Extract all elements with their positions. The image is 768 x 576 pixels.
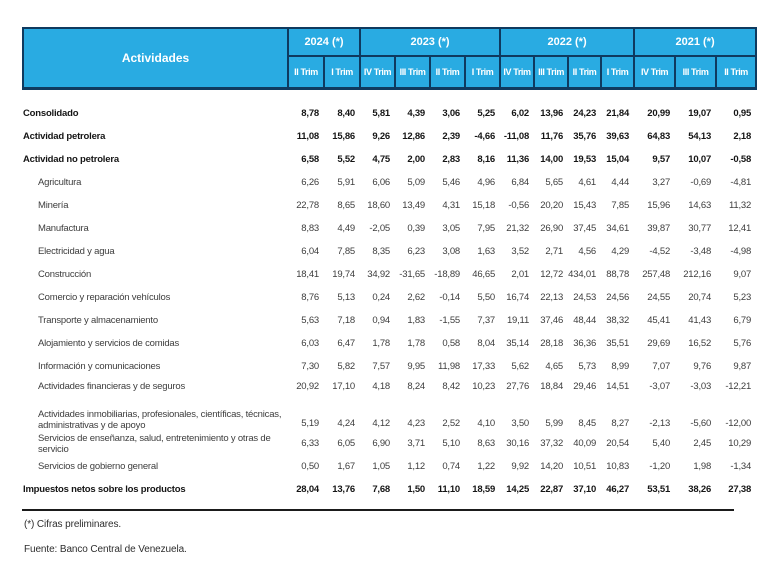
value-cell: 5,73 <box>578 361 597 372</box>
value-cell: 4,44 <box>611 177 630 188</box>
value-cell: 20,92 <box>296 380 319 392</box>
value-cell: 0,39 <box>407 223 426 234</box>
value-cell: 2,71 <box>545 246 564 257</box>
value-cell: 5,82 <box>337 361 356 372</box>
value-cell: 4,24 <box>337 418 356 429</box>
value-cell: 9,92 <box>511 461 530 472</box>
value-cell: 10,51 <box>573 461 597 472</box>
value-cell: 11,10 <box>437 484 461 495</box>
value-cell: 27,76 <box>506 380 530 392</box>
value-cell: 5,09 <box>407 177 426 188</box>
value-cell: -4,52 <box>649 246 671 257</box>
year-header: 2023 (*) <box>360 28 500 56</box>
value-cell: 1,22 <box>477 461 496 472</box>
value-cell: 39,63 <box>606 131 630 142</box>
quarter-header: IV Trim <box>500 56 534 88</box>
value-cell: 24,56 <box>606 292 630 303</box>
value-cell: 24,53 <box>573 292 597 303</box>
value-cell: 2,00 <box>407 154 426 165</box>
row-label: Servicios de enseñanza, salud, entretenimiento y otras de servicio <box>38 432 271 455</box>
value-cell: 3,08 <box>442 246 461 257</box>
quarter-header: IV Trim <box>634 56 675 88</box>
value-cell: 13,49 <box>402 200 426 211</box>
footnote-source: Fuente: Banco Central de Venezuela. <box>24 544 187 555</box>
value-cell: 8,45 <box>578 418 597 429</box>
value-cell: 14,00 <box>540 154 564 165</box>
value-cell: 14,25 <box>506 484 530 495</box>
value-cell: 6,47 <box>337 338 356 349</box>
value-cell: 24,55 <box>647 292 671 303</box>
value-cell: 46,27 <box>606 484 630 495</box>
value-cell: -12,21 <box>725 380 752 392</box>
value-cell: -4,66 <box>474 131 496 142</box>
value-cell: 21,84 <box>606 108 630 119</box>
row-label: Información y comunicaciones <box>38 361 161 372</box>
value-cell: 9,07 <box>733 269 752 280</box>
value-cell: 9,95 <box>407 361 426 372</box>
row-label: Minería <box>38 200 69 211</box>
table-row <box>23 355 756 378</box>
value-cell: 35,76 <box>573 131 597 142</box>
value-cell: 1,78 <box>372 338 391 349</box>
value-cell: 15,43 <box>573 200 597 211</box>
value-cell: 9,87 <box>733 361 752 372</box>
value-cell: 8,16 <box>477 154 496 165</box>
value-cell: 22,13 <box>540 292 564 303</box>
value-cell: 54,13 <box>688 131 712 142</box>
value-cell: 15,18 <box>472 200 496 211</box>
value-cell: 17,33 <box>472 361 496 372</box>
value-cell: 212,16 <box>683 269 712 280</box>
value-cell: 11,36 <box>506 154 530 165</box>
value-cell: 434,01 <box>568 269 597 280</box>
value-cell: 37,45 <box>573 223 597 234</box>
value-cell: 6,06 <box>372 177 391 188</box>
row-label: Transporte y almacenamiento <box>38 315 158 326</box>
row-label: Construcción <box>38 269 92 280</box>
value-cell: 5,13 <box>337 292 356 303</box>
value-cell: 4,56 <box>578 246 597 257</box>
value-cell: 8,78 <box>301 108 319 119</box>
value-cell: 30,16 <box>506 438 530 449</box>
value-cell: 20,54 <box>606 438 630 449</box>
value-cell: -0,69 <box>690 177 712 188</box>
value-cell: -11,08 <box>503 131 530 142</box>
value-cell: 5,91 <box>337 177 356 188</box>
value-cell: 0,50 <box>301 461 319 472</box>
table-row <box>23 263 756 286</box>
value-cell: 19,74 <box>332 269 356 280</box>
value-cell: 28,04 <box>296 484 319 495</box>
value-cell: 6,26 <box>301 177 319 188</box>
table-row <box>23 332 756 355</box>
table-header <box>23 28 756 88</box>
table-row <box>23 125 756 148</box>
value-cell: 6,03 <box>301 338 319 349</box>
value-cell: 16,74 <box>506 292 530 303</box>
quarter-header: IV Trim <box>360 56 395 88</box>
table-row <box>23 394 756 432</box>
value-cell: 10,29 <box>728 438 752 449</box>
value-cell: 53,51 <box>647 484 671 495</box>
value-cell: 6,90 <box>372 438 391 449</box>
value-cell: 5,50 <box>477 292 496 303</box>
value-cell: 5,19 <box>301 418 319 429</box>
value-cell: 19,11 <box>506 315 530 326</box>
value-cell: 22,78 <box>296 200 319 211</box>
value-cell: 0,24 <box>372 292 391 303</box>
value-cell: 1,67 <box>337 461 356 472</box>
value-cell: 10,07 <box>688 154 712 165</box>
value-cell: 8,83 <box>301 223 319 234</box>
value-cell: 2,83 <box>442 154 461 165</box>
value-cell: -4,98 <box>730 246 752 257</box>
value-cell: 39,87 <box>647 223 671 234</box>
value-cell: 5,25 <box>477 108 496 119</box>
value-cell: 6,58 <box>301 154 319 165</box>
value-cell: 8,65 <box>337 200 356 211</box>
value-cell: 34,92 <box>367 269 391 280</box>
value-cell: 15,96 <box>647 200 671 211</box>
value-cell: 1,50 <box>407 484 426 495</box>
quarter-header: I Trim <box>601 56 634 88</box>
value-cell: 19,07 <box>688 108 712 119</box>
value-cell: 40,09 <box>573 438 597 449</box>
value-cell: 34,61 <box>606 223 630 234</box>
value-cell: 5,10 <box>442 438 461 449</box>
row-label: Servicios de gobierno general <box>38 461 158 472</box>
value-cell: 4,23 <box>407 418 426 429</box>
value-cell: 8,63 <box>477 438 496 449</box>
value-cell: 6,04 <box>301 246 319 257</box>
value-cell: 8,76 <box>301 292 319 303</box>
value-cell: 7,95 <box>477 223 496 234</box>
row-label: Manufactura <box>38 223 89 234</box>
value-cell: 17,10 <box>332 380 356 392</box>
value-cell: 5,99 <box>545 418 564 429</box>
value-cell: 12,72 <box>540 269 564 280</box>
row-label: Actividad petrolera <box>23 131 106 142</box>
value-cell: 5,76 <box>733 338 752 349</box>
value-cell: 12,41 <box>728 223 752 234</box>
value-cell: 5,63 <box>301 315 319 326</box>
value-cell: 3,27 <box>652 177 671 188</box>
value-cell: 1,05 <box>372 461 391 472</box>
row-label: Comercio y reparación vehículos <box>38 292 171 303</box>
table-row <box>23 102 756 125</box>
value-cell: 5,40 <box>652 438 671 449</box>
value-cell: 1,12 <box>407 461 426 472</box>
value-cell: 4,29 <box>611 246 630 257</box>
value-cell: 2,01 <box>511 269 530 280</box>
table-row <box>23 194 756 217</box>
value-cell: 1,63 <box>477 246 496 257</box>
footnote-preliminary: (*) Cifras preliminares. <box>24 519 122 530</box>
value-cell: 38,32 <box>606 315 630 326</box>
value-cell: 19,53 <box>573 154 597 165</box>
value-cell: 26,90 <box>540 223 564 234</box>
table-row <box>23 217 756 240</box>
value-cell: 5,65 <box>545 177 564 188</box>
row-label: Electricidad y agua <box>38 246 115 257</box>
value-cell: 9,76 <box>693 361 712 372</box>
value-cell: 10,23 <box>472 380 496 392</box>
value-cell: 4,96 <box>477 177 496 188</box>
value-cell: 41,43 <box>688 315 712 326</box>
value-cell: 3,50 <box>511 418 530 429</box>
value-cell: 16,52 <box>688 338 712 349</box>
value-cell: 7,18 <box>337 315 356 326</box>
value-cell: 6,02 <box>511 108 530 119</box>
value-cell: 15,04 <box>606 154 630 165</box>
value-cell: 1,83 <box>407 315 426 326</box>
value-cell: 37,10 <box>573 484 597 495</box>
row-label: Impuestos netos sobre los productos <box>23 484 186 495</box>
quarter-header: I Trim <box>324 56 360 88</box>
table-row <box>23 171 756 194</box>
value-cell: 9,26 <box>372 131 391 142</box>
value-cell: 22,87 <box>540 484 564 495</box>
table-row <box>23 286 756 309</box>
value-cell: 3,71 <box>407 438 426 449</box>
year-header: 2024 (*) <box>288 28 360 56</box>
value-cell: 6,84 <box>511 177 530 188</box>
table-row <box>23 309 756 332</box>
value-cell: -5,60 <box>690 418 712 429</box>
table-row <box>23 378 756 394</box>
value-cell: 21,32 <box>506 223 530 234</box>
value-cell: 8,24 <box>407 380 426 392</box>
value-cell: 12,86 <box>402 131 426 142</box>
value-cell: 5,46 <box>442 177 461 188</box>
value-cell: 13,76 <box>332 484 356 495</box>
table-row <box>23 478 756 501</box>
value-cell: 4,31 <box>442 200 461 211</box>
value-cell: 4,12 <box>372 418 391 429</box>
value-cell: 45,41 <box>647 315 671 326</box>
value-cell: 11,98 <box>437 361 461 372</box>
value-cell: 3,05 <box>442 223 461 234</box>
quarter-header: II Trim <box>716 56 756 88</box>
value-cell: 8,42 <box>442 380 461 392</box>
value-cell: 35,51 <box>606 338 630 349</box>
value-cell: -0,58 <box>730 154 752 165</box>
value-cell: 2,52 <box>442 418 461 429</box>
value-cell: 14,63 <box>688 200 712 211</box>
quarter-header: I Trim <box>465 56 500 88</box>
value-cell: 6,33 <box>301 438 319 449</box>
value-cell: 18,41 <box>296 269 319 280</box>
value-cell: 14,51 <box>606 380 630 392</box>
value-cell: 14,20 <box>540 461 564 472</box>
table-body <box>23 88 756 501</box>
value-cell: 20,20 <box>540 200 564 211</box>
table-row <box>23 240 756 263</box>
value-cell: 7,37 <box>477 315 496 326</box>
value-cell: 0,58 <box>442 338 461 349</box>
value-cell: 6,05 <box>337 438 356 449</box>
value-cell: 2,18 <box>733 131 752 142</box>
value-cell: 5,52 <box>337 154 356 165</box>
footer-divider <box>22 509 734 511</box>
value-cell: -18,89 <box>434 269 461 280</box>
value-cell: 6,23 <box>407 246 426 257</box>
value-cell: 29,46 <box>573 380 597 392</box>
value-cell: -31,65 <box>399 269 426 280</box>
value-cell: 48,44 <box>573 315 597 326</box>
value-cell: 7,85 <box>611 200 630 211</box>
value-cell: -12,00 <box>725 418 752 429</box>
quarter-header: II Trim <box>568 56 601 88</box>
value-cell: 257,48 <box>642 269 671 280</box>
value-cell: 8,99 <box>611 361 630 372</box>
value-cell: 20,74 <box>688 292 712 303</box>
value-cell: 0,74 <box>442 461 461 472</box>
value-cell: -3,07 <box>649 380 671 392</box>
year-header: 2021 (*) <box>634 28 756 56</box>
value-cell: -1,55 <box>439 315 461 326</box>
gdp-activities-table <box>22 27 757 501</box>
value-cell: 28,18 <box>540 338 564 349</box>
value-cell: 5,62 <box>511 361 530 372</box>
quarter-header: III Trim <box>675 56 716 88</box>
value-cell: 20,99 <box>647 108 671 119</box>
value-cell: 18,59 <box>472 484 496 495</box>
value-cell: 1,98 <box>693 461 712 472</box>
value-cell: 18,60 <box>367 200 391 211</box>
value-cell: 8,27 <box>611 418 630 429</box>
value-cell: 36,36 <box>573 338 597 349</box>
year-header: 2022 (*) <box>500 28 634 56</box>
value-cell: 5,81 <box>372 108 391 119</box>
value-cell: 8,35 <box>372 246 391 257</box>
value-cell: 24,23 <box>573 108 597 119</box>
value-cell: -2,13 <box>649 418 671 429</box>
value-cell: 37,46 <box>540 315 564 326</box>
value-cell: 4,49 <box>337 223 356 234</box>
value-cell: -0,56 <box>508 200 530 211</box>
value-cell: -3,48 <box>690 246 712 257</box>
value-cell: 15,86 <box>332 131 356 142</box>
value-cell: 7,07 <box>652 361 671 372</box>
value-cell: 7,57 <box>372 361 391 372</box>
value-cell: 0,95 <box>733 108 752 119</box>
value-cell: 3,06 <box>442 108 461 119</box>
quarter-header: II Trim <box>288 56 324 88</box>
row-label: Consolidado <box>23 108 79 119</box>
value-cell: 7,68 <box>372 484 391 495</box>
activities-column-header: Actividades <box>23 28 288 88</box>
value-cell: 11,08 <box>296 131 319 142</box>
row-label: Actividades inmobiliarias, profesionales, científicas, técnicas, administrativas y de apoyo <box>38 409 282 431</box>
value-cell: 64,83 <box>647 131 671 142</box>
quarter-header: III Trim <box>534 56 568 88</box>
value-cell: 27,38 <box>728 484 752 495</box>
value-cell: 18,84 <box>540 380 564 392</box>
value-cell: 7,30 <box>301 361 319 372</box>
quarter-header: III Trim <box>395 56 430 88</box>
value-cell: 1,78 <box>407 338 426 349</box>
value-cell: 4,61 <box>578 177 597 188</box>
row-label: Alojamiento y servicios de comidas <box>38 338 180 349</box>
row-label: Actividad no petrolera <box>23 154 119 165</box>
value-cell: 2,39 <box>442 131 461 142</box>
value-cell: 29,69 <box>647 338 671 349</box>
value-cell: -1,20 <box>649 461 671 472</box>
value-cell: -4,81 <box>730 177 752 188</box>
value-cell: -3,03 <box>690 380 712 392</box>
value-cell: 4,75 <box>372 154 391 165</box>
value-cell: 4,65 <box>545 361 564 372</box>
value-cell: 0,94 <box>372 315 391 326</box>
value-cell: 8,40 <box>337 108 356 119</box>
row-label: Agricultura <box>38 177 82 188</box>
table-row <box>23 432 756 455</box>
value-cell: 13,96 <box>540 108 564 119</box>
value-cell: 6,79 <box>733 315 752 326</box>
value-cell: 11,76 <box>540 131 564 142</box>
value-cell: 37,32 <box>540 438 564 449</box>
value-cell: 11,32 <box>729 200 752 211</box>
value-cell: 2,45 <box>693 438 712 449</box>
quarter-header: II Trim <box>430 56 465 88</box>
value-cell: 9,57 <box>652 154 671 165</box>
value-cell: 46,65 <box>472 269 496 280</box>
value-cell: -0,14 <box>439 292 461 303</box>
value-cell: 4,39 <box>407 108 426 119</box>
value-cell: 3,52 <box>511 246 530 257</box>
value-cell: 4,18 <box>372 380 391 392</box>
value-cell: 38,26 <box>688 484 712 495</box>
value-cell: 7,85 <box>337 246 356 257</box>
value-cell: 4,10 <box>477 418 496 429</box>
row-label: Actividades financieras y de seguros <box>38 380 185 392</box>
value-cell: 8,04 <box>477 338 496 349</box>
table-row <box>23 148 756 171</box>
value-cell: 35,14 <box>506 338 530 349</box>
table-row <box>23 455 756 478</box>
value-cell: 2,62 <box>407 292 426 303</box>
value-cell: 10,83 <box>606 461 630 472</box>
value-cell: 5,23 <box>733 292 752 303</box>
value-cell: -1,34 <box>730 461 752 472</box>
value-cell: 88,78 <box>606 269 630 280</box>
value-cell: -2,05 <box>369 223 391 234</box>
value-cell: 30,77 <box>688 223 712 234</box>
